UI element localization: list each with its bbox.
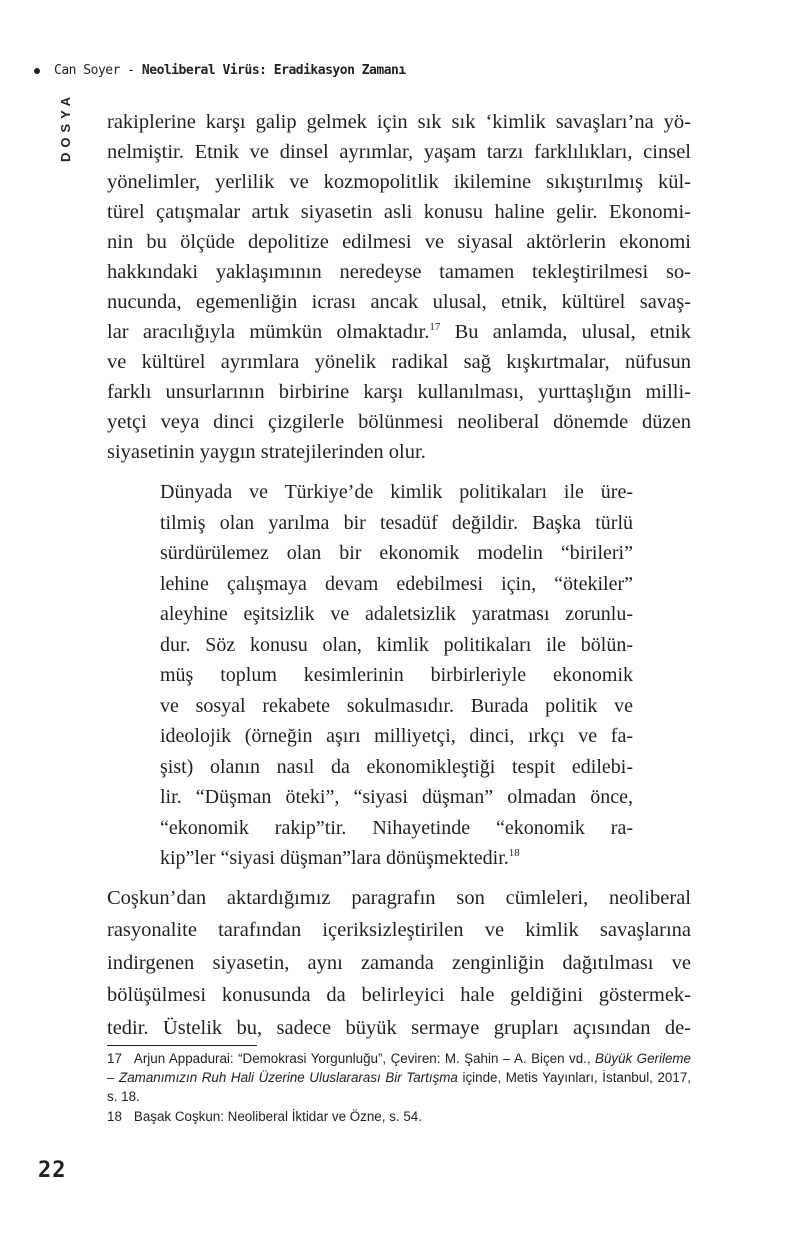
text-line: tedir. Üstelik bu, sadece büyük sermaye grupları açısından de- <box>107 1016 691 1039</box>
text-line: şist) olanın nasıl da ekonomikleştiği tespit edilebi- <box>160 755 633 778</box>
text-line: ve kültürel ayrımlara yönelik radikal sağ kışkırtmalar, nüfusun <box>107 351 691 373</box>
block-quote <box>160 477 633 874</box>
footnote-text: Arjun Appadurai: “Demokrasi Yorgunluğu”, Çeviren: M. Şahin – A. Biçen vd., <box>133 1051 596 1066</box>
text-line: hakkındaki yaklaşımının neredeyse tamamen tekleştirilmesi so- <box>107 261 691 283</box>
footnote-number: 18 <box>107 1109 122 1124</box>
footnote-title: Büyük Gerileme – Zamanımızın Ruh Hali Üzerine Uluslararası Bir Tartışma <box>107 1051 692 1085</box>
footnote-divider <box>107 1045 257 1046</box>
text-line: Dünyada ve Türkiye’de kimlik politikaları ile üre- <box>160 481 633 503</box>
running-header <box>34 63 406 78</box>
text-line: rakiplerine karşı galip gelmek için sık sık ‘kimlik savaşları’na yö- <box>107 111 691 133</box>
text-line: ve sosyal rekabete sokulmasıdır. Burada politik ve <box>160 694 633 717</box>
footnote-18 <box>107 1107 691 1126</box>
footnote-ref[interactable]: 17 <box>429 321 441 333</box>
text-line: sürdürülemez olan bir ekonomik modelin “birileri” <box>160 542 633 564</box>
header-title: Neoliberal Virüs: Eradikasyon Zamanı <box>141 63 406 78</box>
text-line: müş toplum kesimlerinin birbirleriyle ekonomik <box>160 664 633 686</box>
text-line: lir. “Düşman öteki”, “siyasi düşman” olmadan önce, <box>160 786 633 808</box>
text-line: indirgenen siyasetin, aynı zamanda zenginliğin dağıtılması ve <box>107 951 691 974</box>
bullet-icon <box>34 68 40 74</box>
footnote-text: içinde, Metis Yayınları, İstanbul, 2017, s. 18. <box>107 1070 691 1104</box>
text-line: farklı unsurlarının birbirine karşı kullanılması, yurttaşlığın milli- <box>107 381 691 403</box>
text-line: nin bu ölçüde depolitize edilmesi ve siyasal aktörlerin ekonomi <box>107 231 691 253</box>
text-line: yönelimler, yerlilik ve kozmopolitlik ikilemine sıkıştırılmış kül- <box>107 171 691 193</box>
text-line: kip”ler “siyasi düşman”lara dönüşmektedir.$^{18}$ <box>160 847 520 869</box>
footnote-ref[interactable]: 18 <box>508 847 520 859</box>
text-line: lar aracılığıyla mümkün olmaktadır.$^{17}$ Bu anlamda, ulusal, etnik <box>107 321 692 343</box>
section-label: DOSYA <box>58 92 73 163</box>
text-line: nucunda, egemenliğin icrası ancak ulusal, etnik, kültürel savaş- <box>107 291 691 313</box>
text-line: bölüşülmesi konusunda da belirleyici hale geldiğini göstermek- <box>107 984 691 1006</box>
text-line: “ekonomik rakip”tir. Nihayetinde “ekonomik ra- <box>160 816 633 839</box>
header-author: Can Soyer - <box>54 63 142 78</box>
page-number: 22 <box>38 1158 67 1183</box>
text-line: aleyhine eşitsizlik ve adaletsizlik yaratması zorunlu- <box>160 603 633 625</box>
footnote-number: 17 <box>107 1051 122 1066</box>
body-paragraph-2 <box>107 882 691 1045</box>
text-line: lehine çalışmaya devam edebilmesi için, “ötekiler” <box>160 572 633 595</box>
text-line: Coşkun’dan aktardığımız paragrafın son cümleleri, neoliberal <box>107 886 691 909</box>
footnote-17 <box>107 1049 691 1106</box>
text-line: tilmiş olan yarılma bir tesadüf değildir. Başka türlü <box>160 511 633 534</box>
text-line: dur. Söz konusu olan, kimlik politikaları ile bölün- <box>160 633 633 656</box>
text-line: rasyonalite tarafından içeriksizleştirilen ve kimlik savaşlarına <box>107 919 691 941</box>
page-body <box>107 107 691 1126</box>
body-paragraph-1 <box>107 107 691 467</box>
text-line: türel çatışmalar artık siyasetin asli konusu haline gelir. Ekonomi- <box>107 201 691 223</box>
footnote-text: Başak Coşkun: Neoliberal İktidar ve Özne, s. 54. <box>133 1109 422 1124</box>
text-line: siyasetinin yaygın stratejilerinden olur. <box>107 441 426 463</box>
text-line: yetçi veya dinci çizgilerle bölünmesi neoliberal dönemde düzen <box>107 411 691 433</box>
text-line: nelmiştir. Etnik ve dinsel ayrımlar, yaşam tarzı farklılıkları, cinsel <box>107 141 691 163</box>
text-line: ideolojik (örneğin aşırı milliyetçi, dinci, ırkçı ve fa- <box>160 725 633 747</box>
